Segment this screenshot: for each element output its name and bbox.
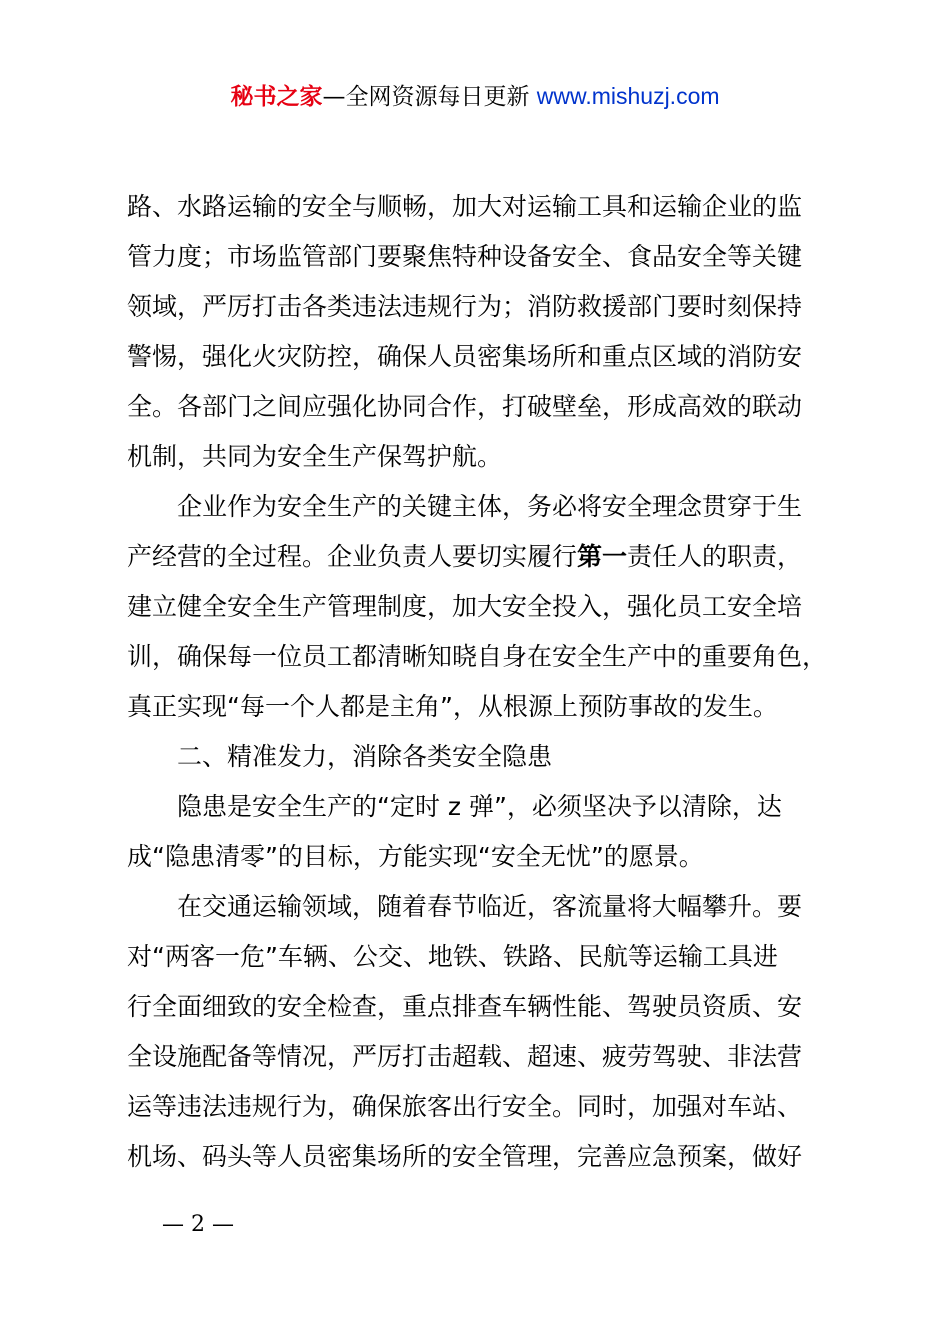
- text-line: 在交通运输领域，随着春节临近，客流量将大幅攀升。要: [177, 892, 803, 921]
- site-url-link[interactable]: www.mishuzj.com: [536, 83, 720, 109]
- text-segment: 责任人的职责，: [627, 542, 803, 571]
- section-heading-2: [127, 732, 833, 782]
- text-line: 隐患是安全生产的“定时 z 弹”，必须坚决予以清除，达: [177, 792, 782, 821]
- text-line: 全。各部门之间应强化协同合作，打破壁垒，形成高效的联动: [127, 392, 803, 421]
- text-line: 训，确保每一位员工都清晰知晓自身在安全生产中的重要角色，: [127, 642, 828, 671]
- text-line: 全设施配备等情况，严厉打击超载、超速、疲劳驾驶、非法营: [127, 1042, 803, 1071]
- text-line: 行全面细致的安全检查，重点排查车辆性能、驾驶员资质、安: [127, 992, 803, 1021]
- text-line: [127, 532, 833, 582]
- paragraph-transport: [127, 882, 833, 1182]
- text-line: 领域，严厉打击各类违法违规行为；消防救援部门要时刻保持: [127, 292, 803, 321]
- text-line: 机制，共同为安全生产保驾护航。: [127, 442, 503, 471]
- text-segment: 产经营的全过程。企业负责人要切实履行: [127, 542, 578, 571]
- text-line: 运等违法违规行为，确保旅客出行安全。同时，加强对车站、: [127, 1092, 803, 1121]
- text-line: 建立健全安全生产管理制度，加大安全投入，强化员工安全培: [127, 592, 803, 621]
- text-line: 管力度；市场监管部门要聚焦特种设备安全、食品安全等关键: [127, 242, 803, 271]
- text-line: 对“两客一危”车辆、公交、地铁、铁路、民航等运输工具进: [127, 942, 778, 971]
- page-number: — 2 —: [162, 1212, 234, 1237]
- bold-phrase: 第一: [577, 542, 628, 571]
- brand-name: 秘书之家: [230, 84, 323, 110]
- paragraph-enterprise: [127, 482, 833, 732]
- document-body: [127, 182, 833, 1182]
- header-tagline: —全网资源每日更新: [322, 84, 537, 110]
- page-header: [0, 80, 950, 113]
- heading-text: 二、精准发力，消除各类安全隐患: [177, 742, 553, 771]
- text-line: 企业作为安全生产的关键主体，务必将安全理念贯穿于生: [177, 492, 803, 521]
- paragraph-departments: [127, 182, 833, 482]
- text-line: 成“隐患清零”的目标，方能实现“安全无忧”的愿景。: [127, 842, 704, 871]
- text-line: 真正实现“每一个人都是主角”，从根源上预防事故的发生。: [127, 692, 778, 721]
- text-line: 警惕，强化火灾防控，确保人员密集场所和重点区域的消防安: [127, 342, 803, 371]
- text-line: 机场、码头等人员密集场所的安全管理，完善应急预案，做好: [127, 1142, 803, 1171]
- text-line: 路、水路运输的安全与顺畅，加大对运输工具和运输企业的监: [127, 192, 803, 221]
- paragraph-hazards: [127, 782, 833, 882]
